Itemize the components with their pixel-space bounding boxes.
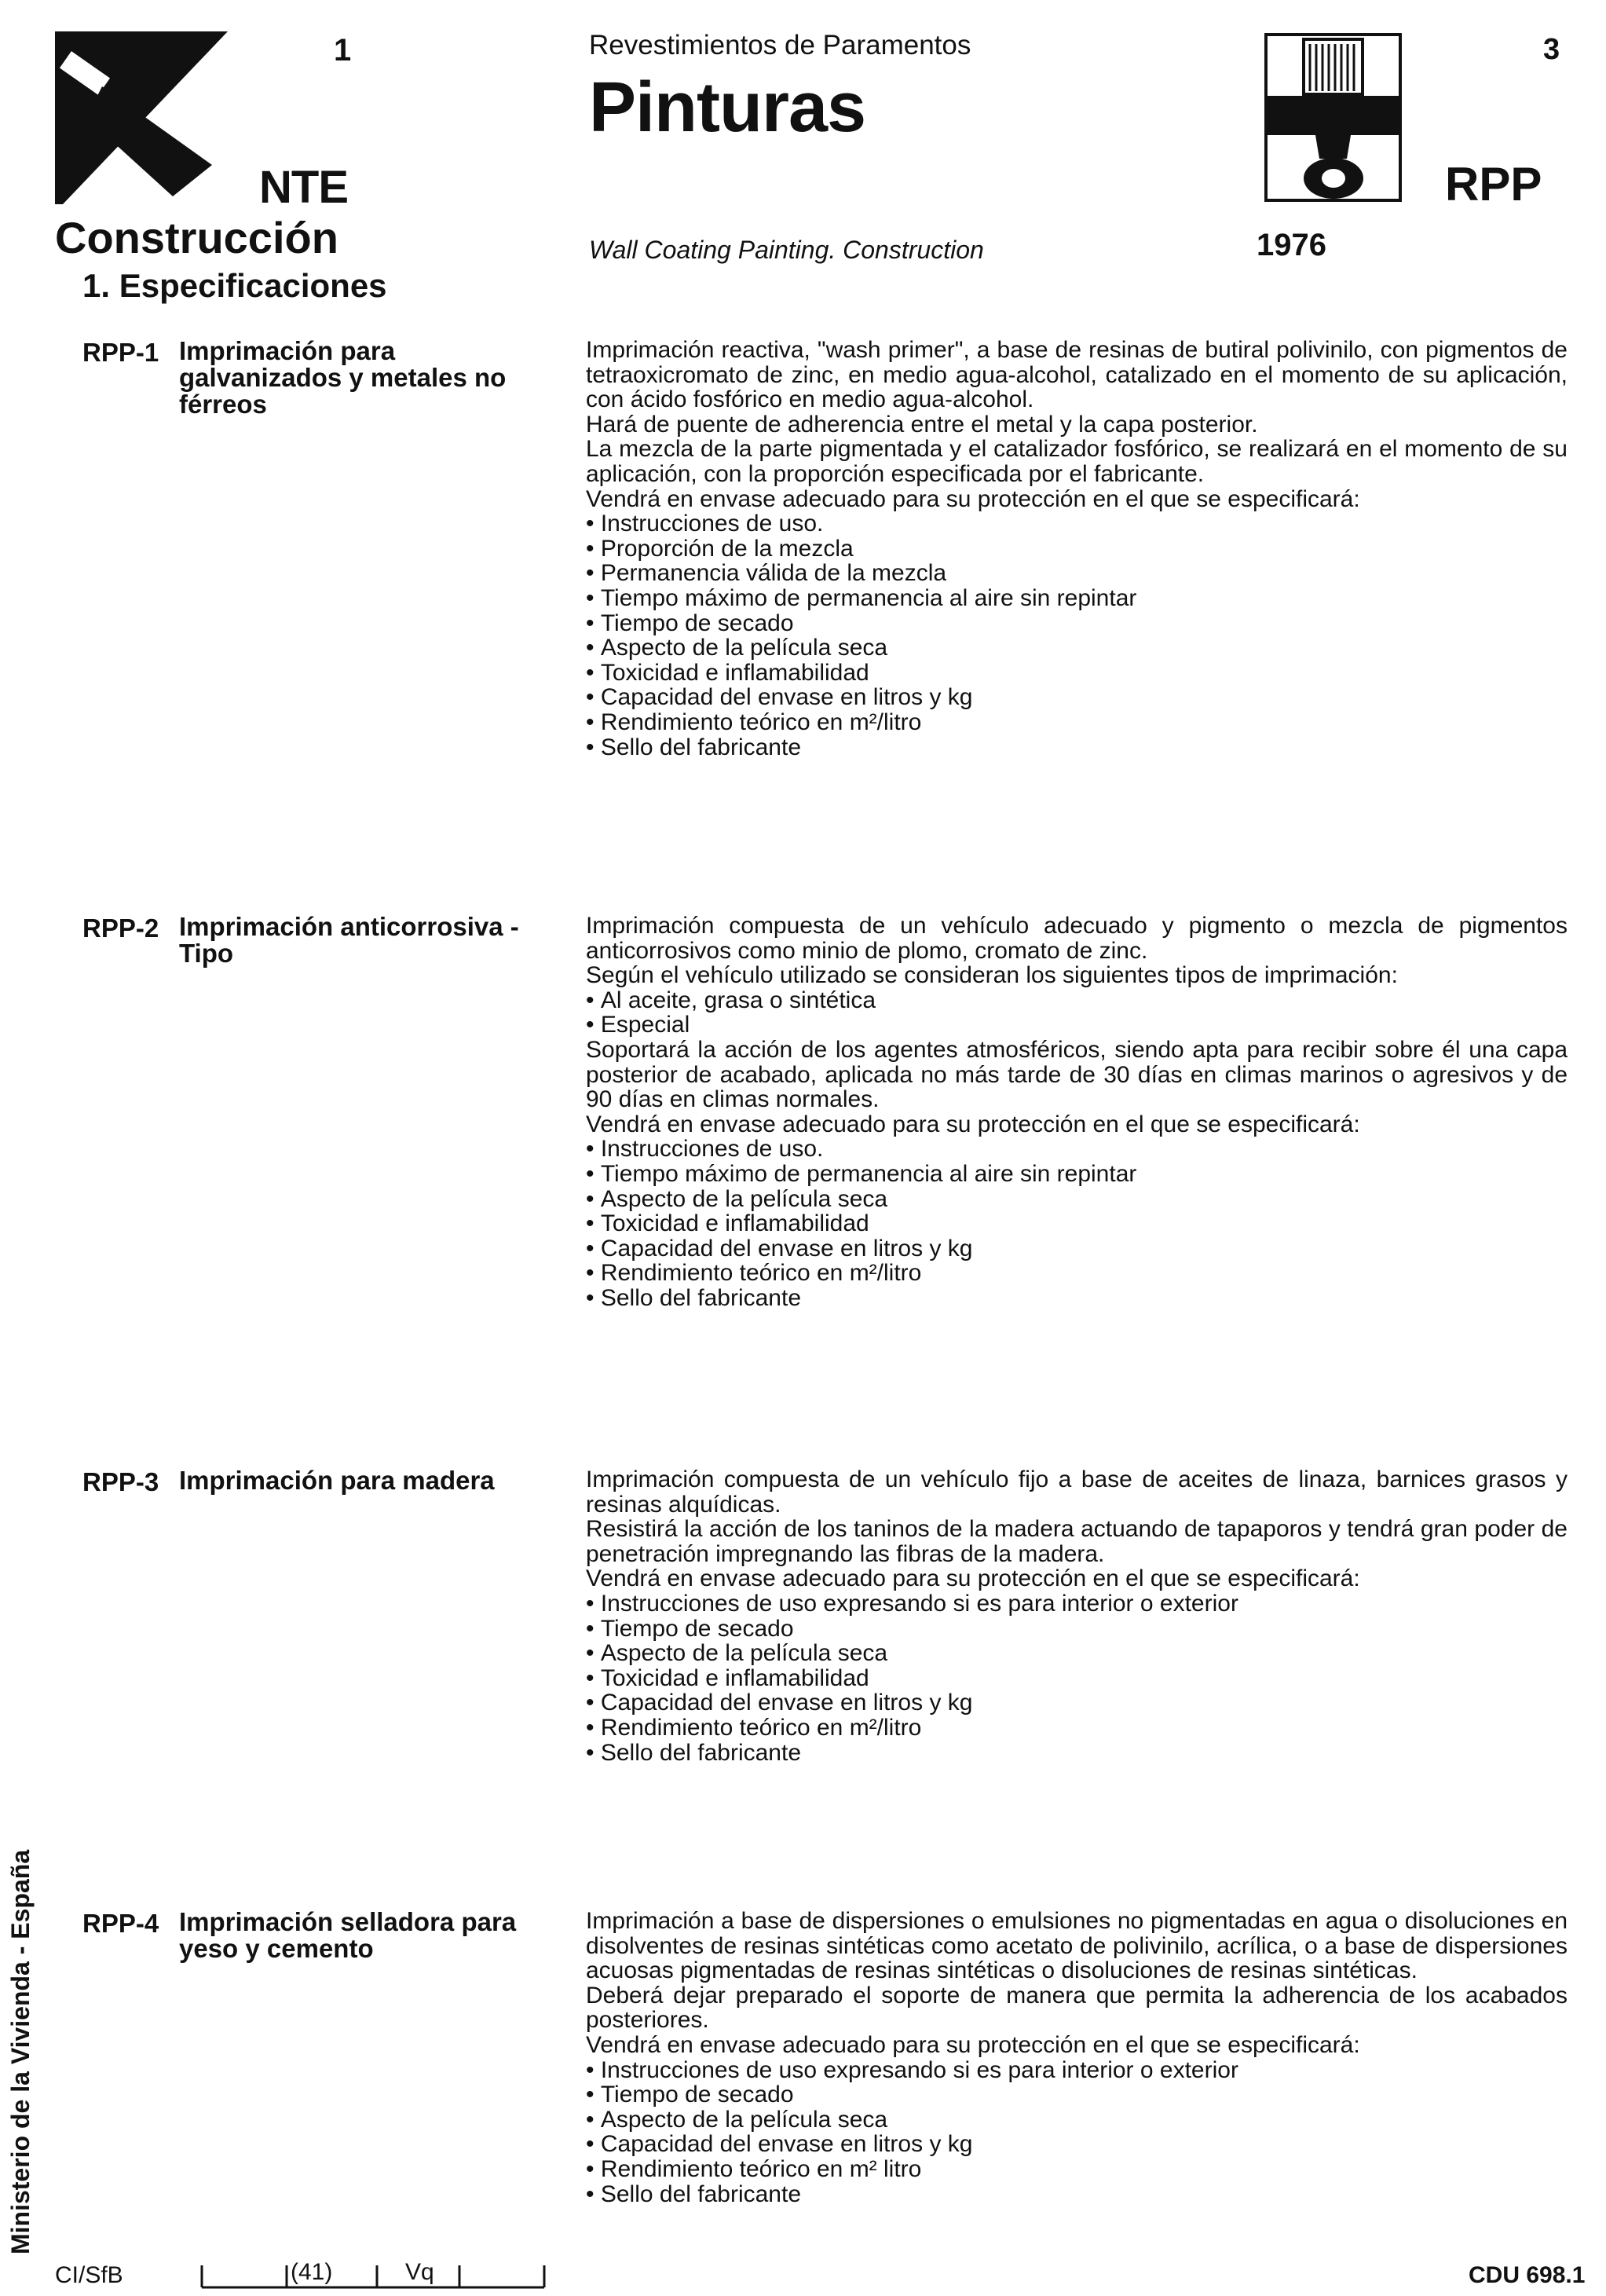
nte-logo bbox=[55, 31, 228, 204]
paragraph: La mezcla de la parte pigmentada y el catalizador fosfórico, se realizará en el momento de su aplicación, con la proporción especificada por el fabricante. bbox=[586, 436, 1568, 487]
section-code: RPP-2 bbox=[82, 914, 159, 943]
list-item: • Aspecto de la película seca bbox=[586, 2107, 1568, 2133]
list-item: • Aspecto de la película seca bbox=[586, 1641, 1568, 1666]
classification-box bbox=[200, 2261, 546, 2289]
list-item: • Proporción de la mezcla bbox=[586, 536, 1568, 562]
sheet-number: 3 bbox=[1543, 33, 1560, 66]
list-item: • Especial bbox=[586, 1013, 1568, 1038]
paragraph: Imprimación compuesta de un vehículo fijo a base de aceites de linaza, barnices grasos y resinas alquídicas. bbox=[586, 1467, 1568, 1518]
paragraph: Hará de puente de adherencia entre el metal y la capa posterior. bbox=[586, 411, 1258, 438]
cdu-code: CDU 698.1 bbox=[1469, 2262, 1586, 2288]
list-item: • Aspecto de la película seca bbox=[586, 635, 1568, 661]
brand-label: NTE bbox=[259, 162, 348, 213]
list-item: • Instrucciones de uso. bbox=[586, 1137, 1568, 1162]
list-item: • Sello del fabricante bbox=[586, 735, 1568, 760]
section-title: Imprimación para madera bbox=[179, 1466, 495, 1495]
page-title: Pinturas bbox=[589, 68, 866, 147]
section-code: RPP-4 bbox=[82, 1909, 159, 1938]
list-item: • Instrucciones de uso expresando si es para interior o exterior bbox=[586, 2058, 1568, 2083]
spec-list bbox=[586, 511, 1568, 760]
spec-list bbox=[586, 1137, 1568, 1310]
list-item: • Rendimiento teórico en m² litro bbox=[586, 2157, 1568, 2182]
list-item: • Permanencia válida de la mezcla bbox=[586, 561, 1568, 586]
section-body bbox=[586, 338, 1568, 760]
list-item: • Instrucciones de uso expresando si es para interior o exterior bbox=[586, 1591, 1568, 1617]
list-item: • Toxicidad e inflamabilidad bbox=[586, 1666, 1568, 1691]
list-item: • Aspecto de la película seca bbox=[586, 1187, 1568, 1212]
list-item: • Tiempo de secado bbox=[586, 611, 1568, 636]
list-item: • Capacidad del envase en litros y kg bbox=[586, 1236, 1568, 1262]
section-title: Imprimación anticorrosiva -Tipo bbox=[179, 912, 519, 968]
paragraph: Imprimación compuesta de un vehículo adecuado y pigmento o mezcla de pigmentos anticorrosivos como minio de plomo, cromato de zinc. bbox=[586, 913, 1568, 964]
paragraph: Imprimación reactiva, "wash primer", a base de resinas de butiral polivinilo, con pigmentos de tetraoxicromato de zinc, en medio agua-alcohol, catalizado en el momento de su aplicación, con ácido fosfórico en medio agua-alcohol. bbox=[586, 337, 1568, 413]
paragraph: Vendrá en envase adecuado para su protección en el que se especificará: bbox=[586, 1111, 1360, 1137]
paragraph: Imprimación a base de dispersiones o emulsiones no pigmentadas en agua o disoluciones en disolventes de resinas sintéticas como acetato de polivinilo, acrílica, o a base de dispersiones acuosas pigmentadas de resinas sintéticas o disoluciones de resinas sintéticas. bbox=[586, 1908, 1568, 1984]
series-label: Revestimientos de Paramentos bbox=[589, 30, 971, 60]
paragraph: Vendrá en envase adecuado para su protección en el que se especificará: bbox=[586, 1565, 1360, 1592]
paragraph: Según el vehículo utilizado se consideran los siguientes tipos de imprimación: bbox=[586, 962, 1398, 989]
list-item: • Tiempo de secado bbox=[586, 1617, 1568, 1642]
list-item: • Tiempo de secado bbox=[586, 2082, 1568, 2107]
year-label: 1976 bbox=[1257, 228, 1326, 262]
section-title: Imprimación para galvanizados y metales no férreos bbox=[179, 336, 507, 419]
english-subtitle: Wall Coating Painting. Construction bbox=[589, 236, 984, 264]
list-item: • Sello del fabricante bbox=[586, 1741, 1568, 1766]
paragraph: Vendrá en envase adecuado para su protección en el que se especificará: bbox=[586, 2031, 1360, 2058]
section-code: RPP-1 bbox=[82, 338, 159, 367]
list-item: • Instrucciones de uso. bbox=[586, 511, 1568, 536]
list-item: • Capacidad del envase en litros y kg bbox=[586, 1690, 1568, 1716]
list-item: • Sello del fabricante bbox=[586, 2182, 1568, 2207]
category-heading: Construcción bbox=[55, 213, 338, 262]
list-item: • Rendimiento teórico en m²/litro bbox=[586, 1716, 1568, 1741]
classification-value: Vq bbox=[405, 2259, 434, 2285]
paragraph: Soportará la acción de los agentes atmosféricos, siendo apta para recibir sobre él una capa posterior de acabado, aplicada no más tarde de 30 días en climas marinos o agresivos y de 90 días en climas normales. bbox=[586, 1036, 1568, 1113]
paragraph: Vendrá en envase adecuado para su protección en el que se especificará: bbox=[586, 485, 1360, 512]
list-item: • Tiempo máximo de permanencia al aire sin repintar bbox=[586, 1162, 1568, 1187]
list-item: • Capacidad del envase en litros y kg bbox=[586, 2132, 1568, 2157]
list-item: • Sello del fabricante bbox=[586, 1286, 1568, 1311]
section-body bbox=[586, 914, 1568, 1311]
paragraph: Resistirá la acción de los taninos de la madera actuando de tapaporos y tendrá gran poder de penetración impregnando las fibras de la madera. bbox=[586, 1516, 1568, 1567]
ministry-side-label: Ministerio de la Vivienda - España bbox=[6, 1849, 35, 2254]
list-item: • Toxicidad e inflamabilidad bbox=[586, 661, 1568, 686]
page-number: 1 bbox=[334, 33, 352, 68]
paintbrush-icon bbox=[1264, 33, 1402, 202]
list-item: • Rendimiento teórico en m²/litro bbox=[586, 1261, 1568, 1286]
type-list bbox=[586, 988, 1568, 1038]
spec-list bbox=[586, 1591, 1568, 1765]
section-body bbox=[586, 1467, 1568, 1765]
document-code: RPP bbox=[1445, 158, 1542, 211]
section-body bbox=[586, 1909, 1568, 2206]
spec-list bbox=[586, 2058, 1568, 2207]
classification-value: (41) bbox=[291, 2259, 333, 2285]
section-heading: 1. Especificaciones bbox=[82, 267, 387, 304]
cisfb-label: CI/SfB bbox=[55, 2262, 123, 2288]
list-item: • Toxicidad e inflamabilidad bbox=[586, 1211, 1568, 1236]
section-code: RPP-3 bbox=[82, 1467, 159, 1496]
list-item: • Capacidad del envase en litros y kg bbox=[586, 685, 1568, 710]
section-title: Imprimación selladora para yeso y cemento bbox=[179, 1907, 517, 1963]
list-item: • Tiempo máximo de permanencia al aire sin repintar bbox=[586, 586, 1568, 611]
paragraph: Deberá dejar preparado el soporte de manera que permita la adherencia de los acabados posteriores. bbox=[586, 1982, 1568, 2034]
list-item: • Rendimiento teórico en m²/litro bbox=[586, 710, 1568, 735]
list-item: • Al aceite, grasa o sintética bbox=[586, 988, 1568, 1013]
